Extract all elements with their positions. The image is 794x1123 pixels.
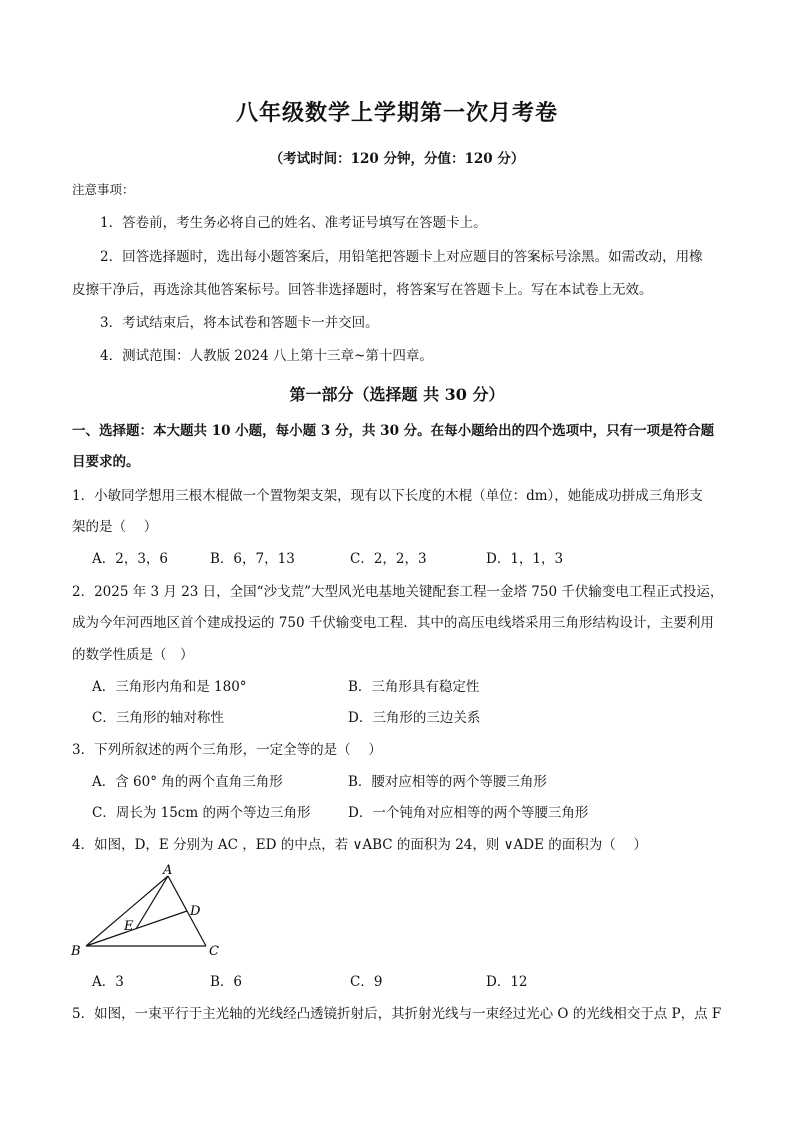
intro-prefix: 一、选择题： <box>72 423 153 439</box>
question-3-stem: 3．下列所叙述的两个三角形，一定全等的是（ ） <box>72 742 382 758</box>
question-2-stem-cont-1: 成为今年河西地区首个建成投运的 750 千伏输变电工程．其中的高压电线塔采用三角形结构设计，主要利用 <box>72 615 714 631</box>
triangle-figure <box>68 862 228 962</box>
q1-option-b: B．6，7，13 <box>210 551 295 567</box>
question-4-stem: 4．如图，D，E 分别为 AC ，ED 的中点，若 ∨ABC 的面积为 24，则 ∨ADE 的面积为（ ） <box>72 837 648 853</box>
q3-option-a: A．含 60° 角的两个直角三角形 <box>92 774 283 790</box>
question-1-stem: 1．小敏同学想用三根木棍做一个置物架支架，现有以下长度的木棍（单位：dm），她能成功拼成三角形支 <box>72 488 703 504</box>
q1-option-a: A．2，3，6 <box>92 551 169 567</box>
q1-option-c: C．2，2，3 <box>350 551 427 567</box>
q2-option-b: B．三角形具有稳定性 <box>348 679 480 695</box>
q1-option-d: D．1，1，3 <box>486 551 564 567</box>
section-intro <box>72 421 722 441</box>
q4-option-b: B．6 <box>210 974 243 990</box>
q4-option-c: C．9 <box>350 974 383 990</box>
q2-option-d: D．三角形的三边关系 <box>348 710 481 726</box>
point-label-e: E <box>124 919 134 934</box>
q4-option-d: D．12 <box>486 974 528 990</box>
page-title: 八年级数学上学期第一次月考卷 <box>235 100 558 126</box>
q3-option-c: C．周长为 15cm 的两个等边三角形 <box>92 805 311 821</box>
intro-rest: ，只有一项是符合题 <box>592 423 715 439</box>
segment-ae <box>136 876 168 929</box>
note-2-cont: 皮擦干净后，再选涂其他答案标号。回答非选择题时，将答案写在答题卡上。写在本试卷上无效。 <box>72 282 653 298</box>
vertex-label-b: B <box>71 944 81 959</box>
question-2-stem: 2．2025 年 3 月 23 日，全国“沙戈荒”大型风光电基地关键配套工程一金塔 750 千伏输变电工程正式投运， <box>72 584 724 600</box>
note-3: 3．考试结束后，将本试卷和答题卡一并交回。 <box>100 315 379 331</box>
note-1: 1．答卷前，考生务必将自己的姓名、准考证号填写在答题卡上。 <box>100 215 487 231</box>
question-5-stem: 5．如图，一束平行于主光轴的光线经凸透镜折射后，其折射光线与一束经过光心 O 的光线相交于点 P，点 F <box>72 1006 722 1022</box>
note-2: 2．回答选择题时，选出每小题答案后，用铅笔把答题卡上对应题目的答案标号涂黑。如需改动，用橡 <box>100 249 703 265</box>
q3-option-d: D．一个钝角对应相等的两个等腰三角形 <box>348 805 589 821</box>
q2-option-c: C．三角形的轴对称性 <box>92 710 224 726</box>
note-4: 4．测试范围：人教版 2024 八上第十三章~第十四章。 <box>100 348 433 364</box>
question-1-stem-cont: 架的是（ ） <box>72 519 158 535</box>
question-2-stem-cont-2: 的数学性质是（ ） <box>72 647 194 663</box>
section-title: 第一部分（选择题 共 30 分） <box>289 385 505 404</box>
intro-emphasis: 四个选项中 <box>525 423 593 439</box>
point-label-d: D <box>190 904 201 919</box>
vertex-label-c: C <box>209 944 219 959</box>
exam-info: （考试时间：120 分钟，分值：120 分） <box>269 151 525 167</box>
intro-bold-text: 本大题共 10 小题，每小题 3 分，共 30 分。在每小题给出的 <box>153 423 526 439</box>
q3-option-b: B．腰对应相等的两个等腰三角形 <box>348 774 547 790</box>
segment-ab <box>86 876 168 946</box>
q2-option-a: A．三角形内角和是 180° <box>92 679 247 695</box>
notes-heading: 注意事项： <box>72 182 135 197</box>
vertex-label-a: A <box>163 863 173 878</box>
q4-option-a: A．3 <box>92 974 124 990</box>
section-intro-cont: 目要求的。 <box>72 454 140 470</box>
